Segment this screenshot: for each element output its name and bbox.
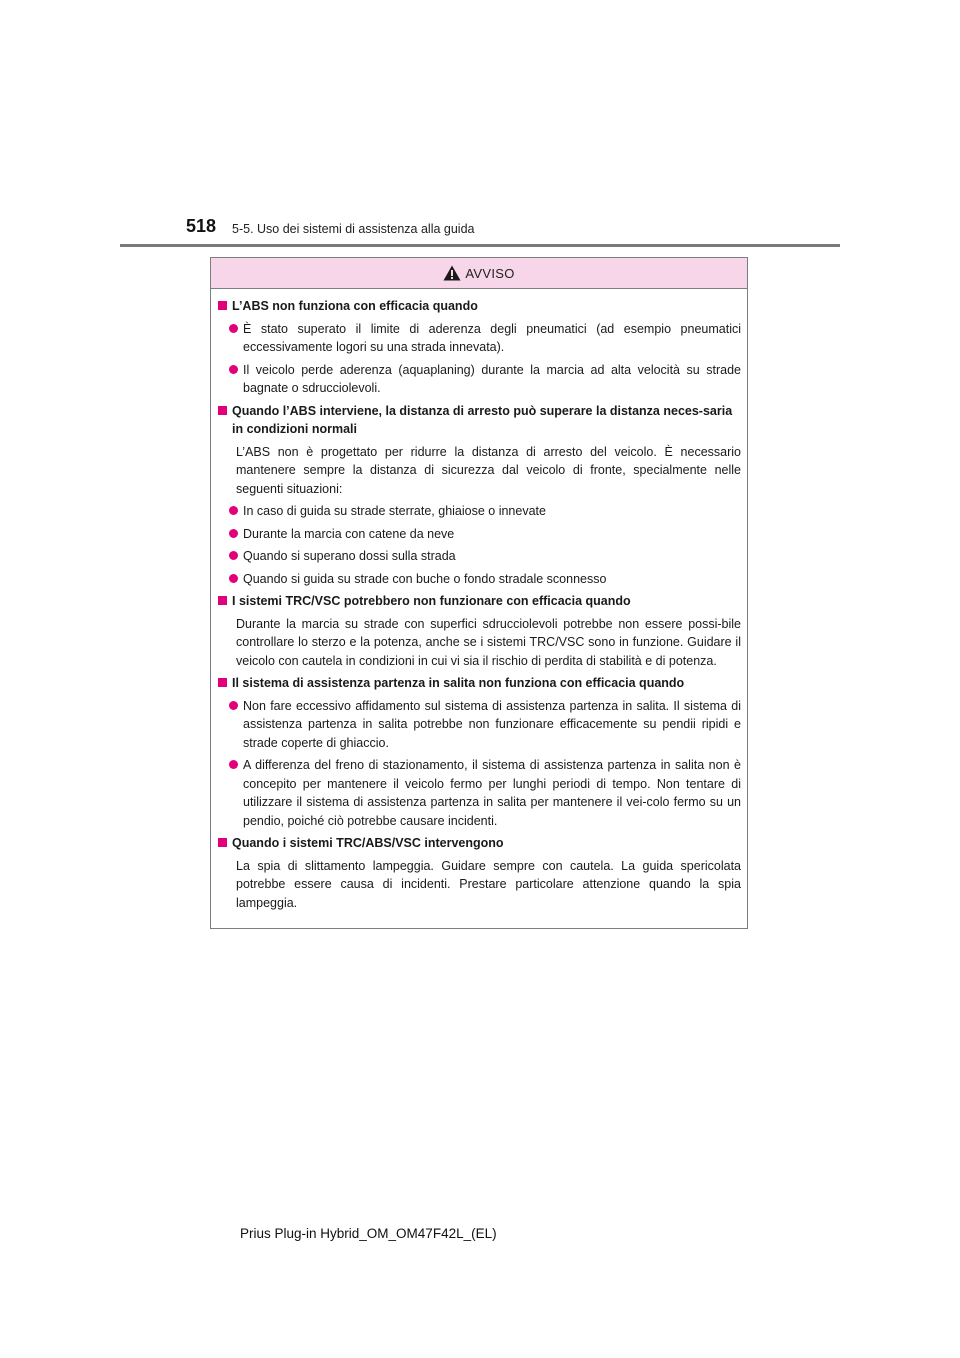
section-heading-text: I sistemi TRC/VSC potrebbero non funzionare con efficacia quando (232, 594, 631, 608)
section-paragraph: L’ABS non è progettato per ridurre la distanza di arresto del veicolo. È necessario mantenere sempre la distanza di sicurezza dal veicolo di fronte, specialmente nelle seguenti situazioni: (236, 444, 741, 496)
circle-bullet-icon (229, 365, 238, 374)
warning-triangle-icon (443, 265, 461, 281)
warning-header (211, 258, 747, 289)
bullet-item (229, 697, 741, 753)
section-paragraph: Durante la marcia su strade con superfici sdrucciolevoli potrebbe non essere possi-bile controllare lo sterzo e la potenza, anche se i sistemi TRC/VSC sono in funzione. Guidare il veicolo con cautela in condizioni in cui vi sia il rischio di perdita di stabilità e di potenza. (236, 616, 741, 668)
section-heading (218, 592, 741, 611)
bullet-text: Quando si superano dossi sulla strada (243, 549, 456, 563)
bullet-item (229, 756, 741, 830)
bullet-item (229, 361, 741, 398)
section-heading-text: Il sistema di assistenza partenza in salita non funziona con efficacia quando (232, 676, 685, 690)
section-heading (218, 402, 741, 439)
bullet-item (229, 547, 741, 566)
circle-bullet-icon (229, 506, 238, 515)
circle-bullet-icon (229, 701, 238, 710)
bullet-text: Durante la marcia con catene da neve (243, 526, 455, 541)
circle-bullet-icon (229, 324, 238, 333)
bullet-text: A differenza del freno di stazionamento, il sistema di assistenza partenza in salita non è concepito per mantenere il veicolo fermo per lunghi periodi di tempo. Non tentare di utilizzare il sistema di assistenza partenza in salita per mantenere il vei-colo fermo su un pendio, poiché ciò potrebbe causare incidenti. (243, 758, 741, 828)
bullet-text: Non fare eccessivo affidamento sul sistema di assistenza partenza in salita. Il sistema di assistenza partenza in salita potrebbe non funzionare efficacemente su pendii ripidi e strade coperte di ghiaccio. (243, 698, 741, 750)
bullet-text: Quando si guida su strade con buche o fondo stradale sconnesso (243, 571, 607, 586)
circle-bullet-icon (229, 574, 238, 583)
header-divider (120, 244, 840, 247)
bullet-item (229, 525, 741, 544)
section-heading (218, 297, 741, 316)
circle-bullet-icon (229, 529, 238, 538)
bullet-text: Il veicolo perde aderenza (aquaplaning) durante la marcia ad alta velocità su strade bagnate o sdrucciolevoli. (243, 362, 741, 395)
section-heading-text: L’ABS non funziona con efficacia quando (232, 299, 478, 313)
warning-box (210, 257, 748, 929)
section-paragraph: La spia di slittamento lampeggia. Guidare sempre con cautela. La guida spericolata potrebbe essere causa di incidenti. Prestare particolare attenzione quando la spia lampeggia. (236, 858, 741, 910)
section-heading (218, 834, 741, 853)
footer-document-id: Prius Plug-in Hybrid_OM_OM47F42L_(EL) (240, 1226, 497, 1241)
section-heading-text: Quando l’ABS interviene, la distanza di arresto può superare la distanza neces-saria in condizioni normali (232, 403, 733, 436)
bullet-text: È stato superato il limite di aderenza degli pneumatici (ad esempio pneumatici eccessivamente logori su una strada innevata). (243, 321, 741, 354)
square-bullet-icon (218, 596, 227, 605)
bullet-item (229, 570, 741, 589)
circle-bullet-icon (229, 551, 238, 560)
square-bullet-icon (218, 838, 227, 847)
circle-bullet-icon (229, 760, 238, 769)
bullet-item (229, 502, 741, 521)
section-heading-text: Quando i sistemi TRC/ABS/VSC intervengono (232, 836, 504, 850)
warning-body (211, 289, 747, 912)
square-bullet-icon (218, 678, 227, 687)
chapter-title: 5-5. Uso dei sistemi di assistenza alla guida (232, 222, 475, 236)
bullet-item (229, 320, 741, 357)
bullet-text: In caso di guida su strade sterrate, ghiaiose o innevate (243, 504, 546, 518)
section-heading (218, 674, 741, 693)
square-bullet-icon (218, 406, 227, 415)
warning-title: AVVISO (465, 265, 515, 281)
page-number: 518 (186, 216, 217, 236)
square-bullet-icon (218, 301, 227, 310)
